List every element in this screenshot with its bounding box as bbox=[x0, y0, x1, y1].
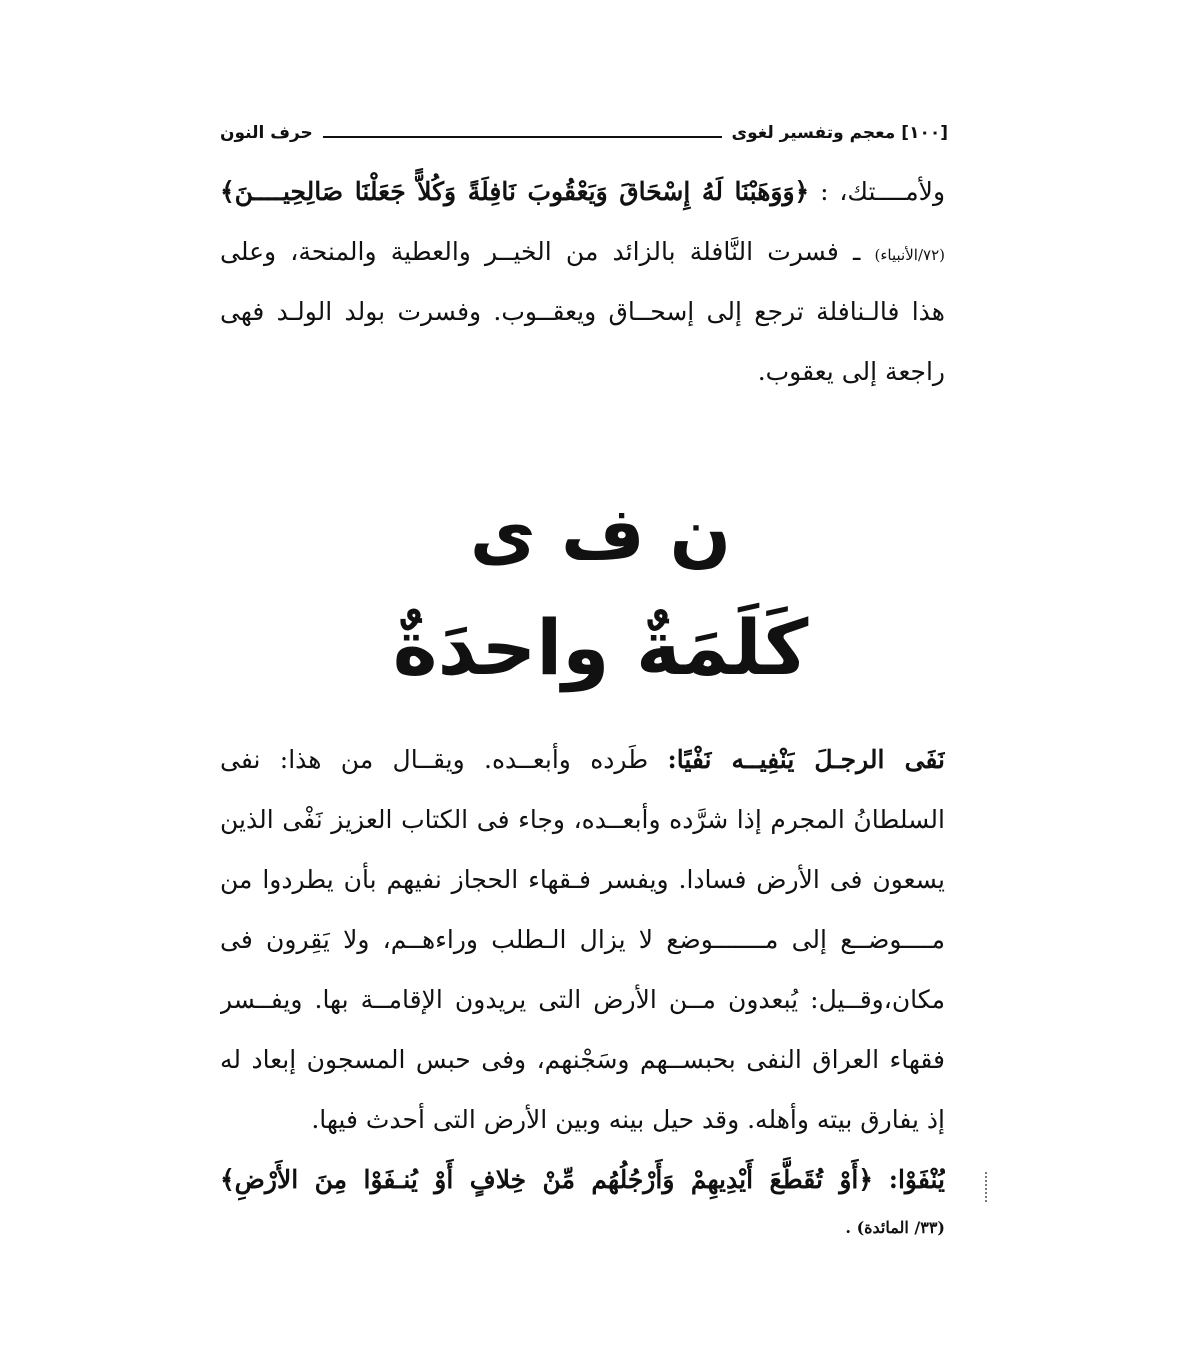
verse-word: يُنْفَوْا: bbox=[888, 1165, 945, 1194]
entry-line: السلطانُ المجرم إذا شرَّده وأبعــده، وجاء فى الكتاب العزيز نَفْى الذين bbox=[220, 805, 945, 834]
entry-line: فقهاء العراق النفى بحبســهم وسَجْنهم، وفى حبس المسجون إبعاد له bbox=[220, 1045, 945, 1074]
previous-entry-line bbox=[220, 162, 945, 222]
book-title: معجم وتفسير لغوى bbox=[731, 123, 896, 143]
previous-entry-line: راجعة إلى يعقوب. bbox=[757, 357, 945, 386]
previous-entry-line: هذا فالـنافلة ترجع إلى إسحــاق ويعقــوب. وفسرت بولد الولـد فهى bbox=[220, 297, 945, 326]
word-count-heading: كَلَمَةٌ واحدَةٌ bbox=[392, 603, 809, 692]
entry-line bbox=[220, 730, 945, 790]
verse-reference: (٣٣/ المائدة) . bbox=[845, 1218, 945, 1237]
previous-entry bbox=[220, 162, 945, 402]
section-title: حرف النون bbox=[220, 123, 313, 143]
entry-line: يسعون فى الأرض فسادا. ويفسر فـقهاء الحجاز نفيهم بأن يطردوا من bbox=[220, 865, 945, 894]
previous-entry-text: ـ فسرت النَّافلة بالزائد من الخيــر والعطية والمنحة، وعلى bbox=[220, 237, 861, 266]
entry-line: مكان،وقــيل: يُبعدون مــن الأرض التى يريدون الإقامــة بها. ويفــسر bbox=[220, 985, 945, 1014]
page-number: [١٠٠] bbox=[901, 123, 948, 143]
margin-mark bbox=[985, 1172, 993, 1202]
previous-entry-line bbox=[220, 222, 945, 282]
entry-line: إذ يفارق بيته وأهله. وقد حيل بينه وبين الأرض التى أحدث فيها. bbox=[311, 1105, 945, 1134]
quran-verse: ﴿أَوْ تُقَطَّعَ أَيْدِيهِمْ وَأَرْجُلُهُم مِّنْ خِلافٍ أَوْ يُنـفَوْا مِنَ الأَرْضِ﴾ bbox=[220, 1165, 874, 1194]
root-heading: ن ف ى bbox=[469, 491, 732, 575]
previous-entry-lead: ولأمــــتك، : bbox=[820, 177, 945, 206]
entry-line: مــــوضــع إلى مـــــــوضع لا يزال الـطلب وراءهــم، ولا يَقِرون فى bbox=[220, 925, 945, 954]
verse-line bbox=[220, 1150, 945, 1210]
verse-reference: (٧٢/الأنبياء) bbox=[874, 246, 945, 264]
entry-text: طَرده وأبعــده. ويقــال من هذا: نفى bbox=[220, 745, 649, 774]
quran-quote: ﴿وَوَهَبْنَا لَهُ إِسْحَاقَ وَيَعْقُوبَ نَافِلَةً وَكُلاًّ جَعَلْنَا صَالِحِيــــنَ﴾ bbox=[220, 177, 810, 206]
running-header bbox=[220, 118, 948, 148]
entry-body bbox=[220, 730, 945, 1210]
header-rule bbox=[323, 136, 722, 138]
headword: نَفَى الرجـلَ يَنْفِيــه نَفْيًا: bbox=[667, 745, 945, 774]
